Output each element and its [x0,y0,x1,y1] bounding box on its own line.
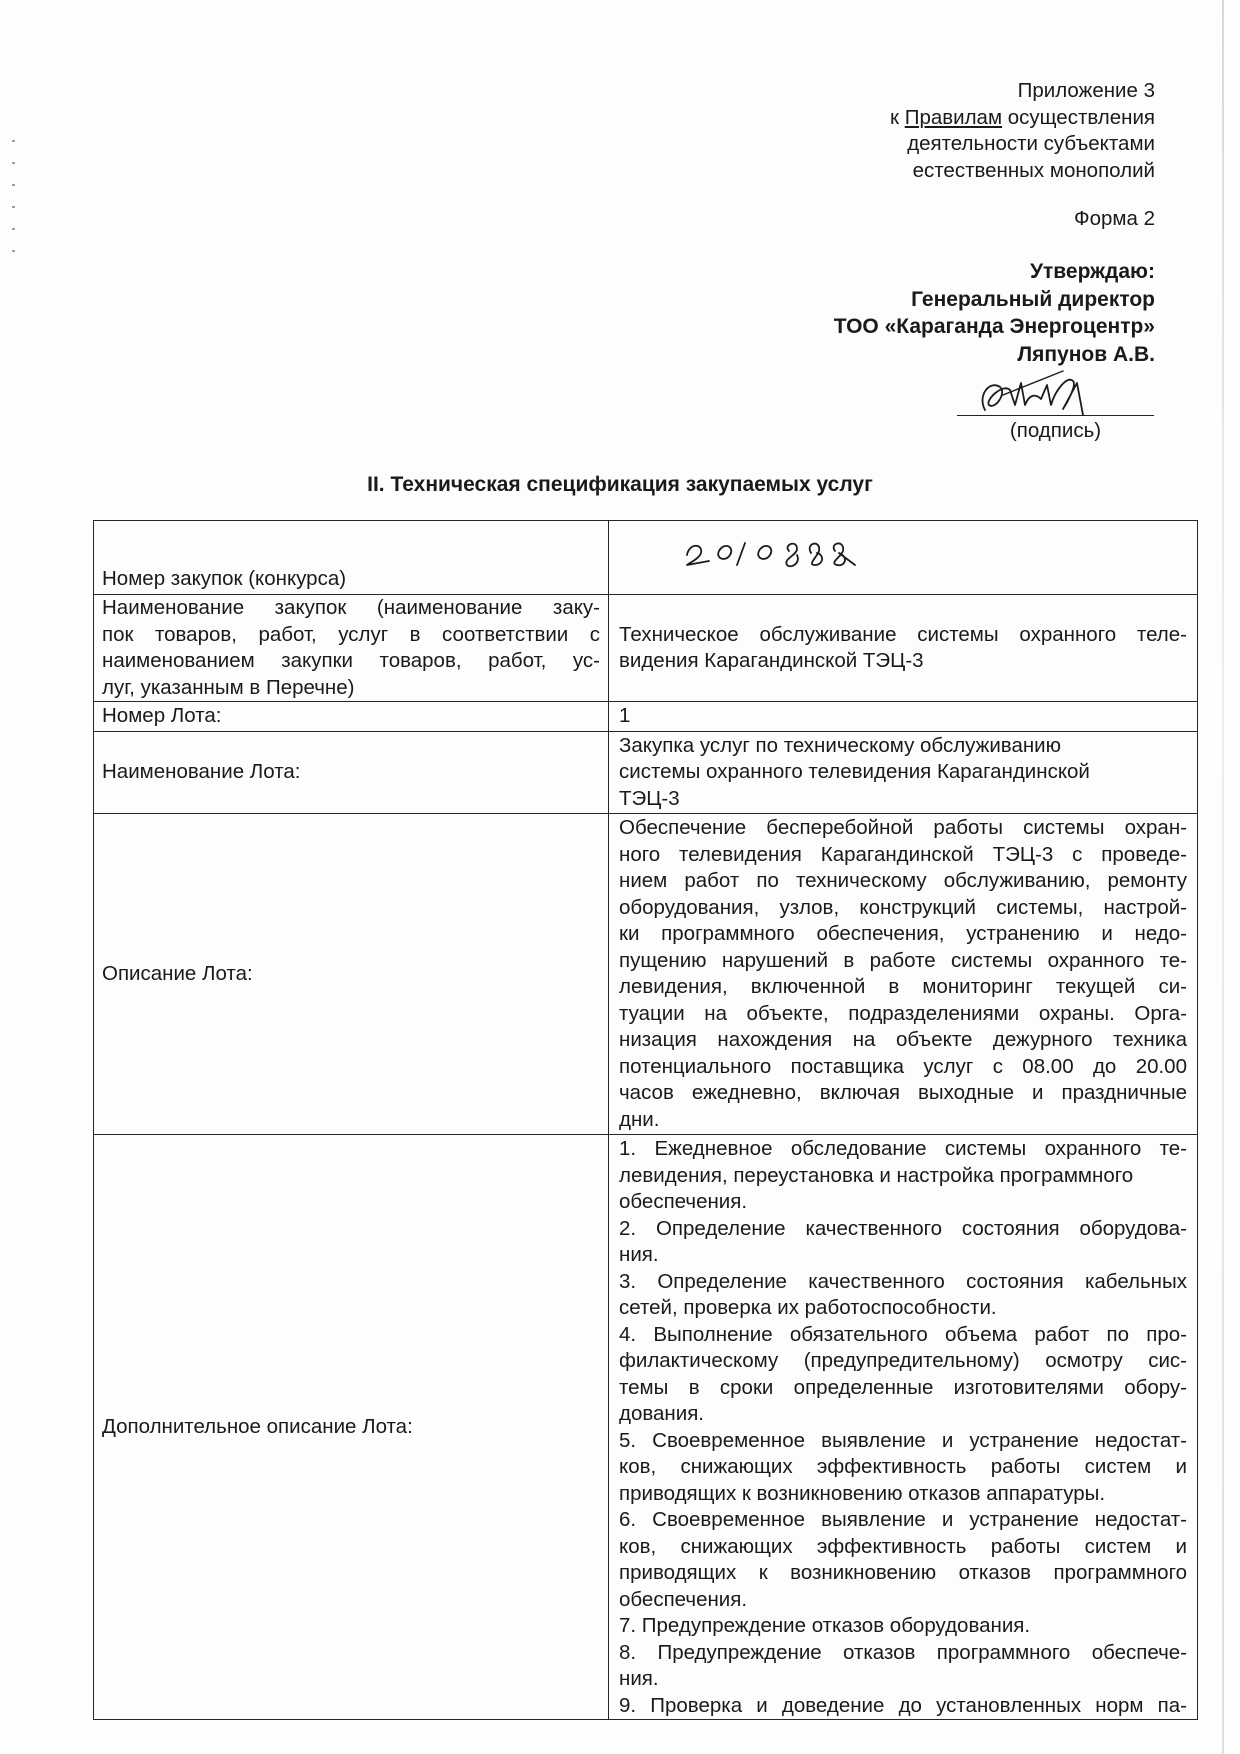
value-lot-additional-description: 1. Ежедневное обследование системы охранного те- левидения, переустановка и настройка программного обеспечения. 2. Определение качественного состояния оборудова- ния. 3. Определение качественного состояния кабельных сетей, проверка их работоспособности. 4. Выполнение обязательного объема работ по про- филактическому (предупредительному) осмотру сис- темы в сроки определенные изготовителями обору- дования. 5. Своевременное выявление и устранение недостат- ков, снижающих эффективность работы систем и приводящих к возникновению отказов аппаратуры. 6. Своевременное выявление и устранение недостат- ков, снижающих эффективность работы систем и приводящих к возникновению отказов программного обеспечения. 7. Предупреждение отказов оборудования. 8. Предупреждение отказов программного обеспече- ния. 9. Проверка и доведение до установленных норм па- [609,1135,1198,1720]
table-row-lot-name [94,732,1198,814]
table-row-lot-additional-description [94,1135,1198,1720]
handwritten-procurement-number [679,525,939,569]
scan-edge-shadow [1222,0,1224,1754]
appendix-line-1: Приложение 3 [1017,79,1155,102]
value-lot-description: Обеспечение бесперебойной работы системы охран- ного телевидения Карагандинской ТЭЦ-3 с проведе- нием работ по техническому обслуживанию, ремонту оборудования, узлов, конструкций системы, настрой- ки программного обеспечения, устранению и недо- пущению нарушений в работе системы охранного те- левидения, включенной в мониторинг текущей си- туации на объекте, подразделениями охраны. Орга- низация нахождения на объекте дежурного техника потенциального поставщика услуг с 08.00 до 20.00 часов ежедневно, включая выходные и праздничные дни. [609,814,1198,1135]
signature-line [957,415,1154,416]
approval-name: Ляпунов А.В. [1017,342,1155,366]
table-row-procurement-number [94,521,1198,595]
section-title: II. Техническая спецификация закупаемых услуг [367,473,873,496]
specification-table [93,520,1198,1720]
value-lot-name: Закупка услуг по техническому обслуживанию системы охранного телевидения Карагандинской ТЭЦ-3 [609,732,1198,814]
table-row-procurement-name [94,595,1198,702]
label-lot-name: Наименование Лота: [94,732,609,814]
approval-position: Генеральный директор [911,287,1155,311]
rules-link[interactable]: Правилам [904,105,1003,129]
label-procurement-name: Наименование закупок (наименование заку- пок товаров, работ, услуг в соответствии с наименованием закупки товаров, работ, ус- луг, указанным в Перечне) [94,595,609,702]
appendix-reference [635,78,1155,184]
value-procurement-number-cell [609,521,1198,595]
table-row-lot-description [94,814,1198,1135]
table-row-lot-number [94,702,1198,732]
appendix-line-2: к Правилам осуществления [890,105,1155,129]
approval-heading: Утверждаю: [1029,260,1155,283]
approval-block [535,258,1155,368]
signature-caption: (подпись) [1009,419,1102,442]
form-number: Форма 2 [1074,207,1155,230]
label-lot-number: Номер Лота: [94,702,609,732]
value-lot-number: 1 [609,702,1198,732]
scan-binding-marks [12,140,15,260]
approval-company: ТОО «Караганда Энергоцентр» [833,315,1155,338]
appendix-line-4: естественных монополий [912,158,1155,182]
label-lot-description: Описание Лота: [94,814,609,1135]
label-lot-additional-description: Дополнительное описание Лота: [94,1135,609,1720]
appendix-line-3: деятельности субъектами [907,132,1155,155]
value-procurement-name: Техническое обслуживание системы охранного теле- видения Карагандинской ТЭЦ-3 [609,595,1198,702]
label-procurement-number: Номер закупок (конкурса) [94,521,609,595]
